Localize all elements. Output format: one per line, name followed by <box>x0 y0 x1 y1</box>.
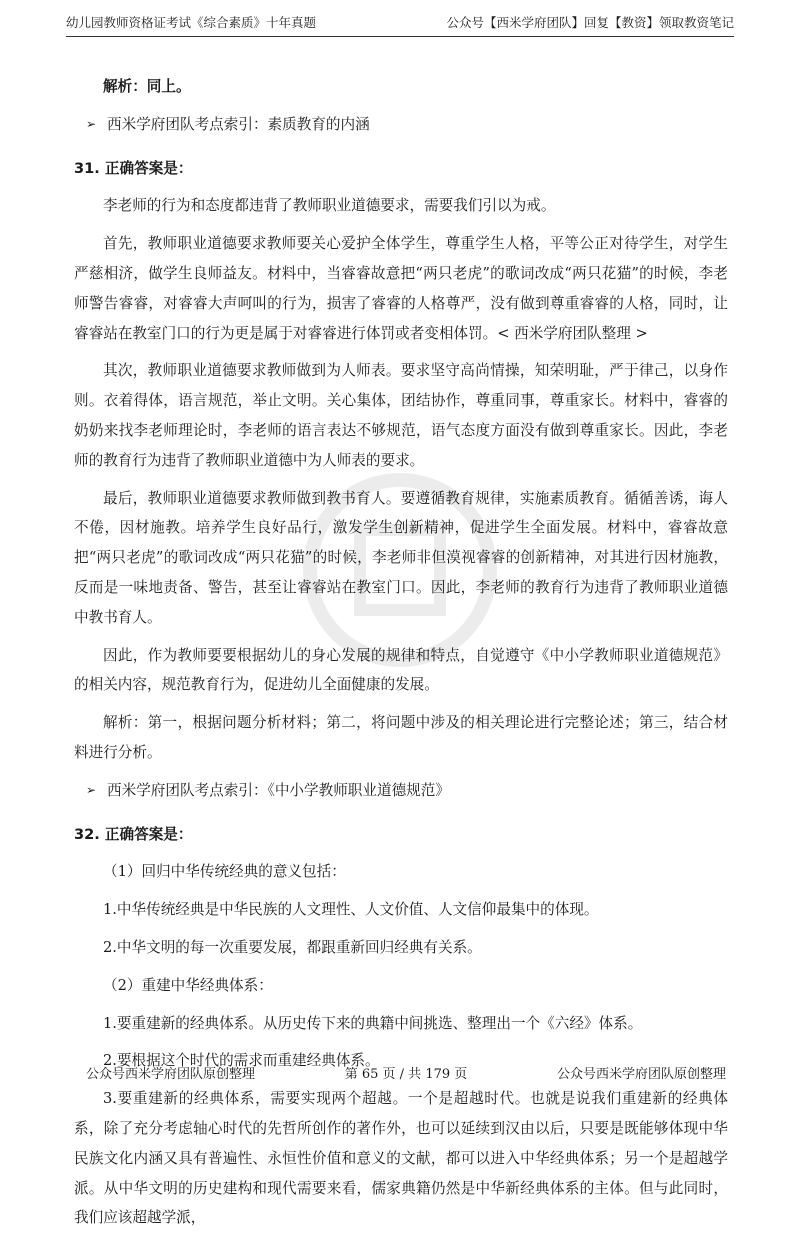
paragraph: 其次，教师职业道德要求教师做到为人师表。要求坚守高尚情操，知荣明耻，严于律己，以身作则。衣着得体，语言规范，举止文明。关心集体，团结协作，尊重同事，尊重家长。材料中，睿睿的奶奶来找李老师理论时，李老师的语言表达不够规范，语气态度方面没有做到尊重家长。因此，李老师的教育行为违背了教师职业道德中为人师表的要求。 <box>74 362 728 469</box>
topic-index-text: 西米学府团队考点索引：素质教育的内涵 <box>107 115 370 133</box>
analysis-text: 解析：同上。 <box>103 78 191 95</box>
question-31-title: 31. 正确答案是： <box>74 159 193 177</box>
header-title: 幼儿园教师资格证考试《综合素质》十年真题 <box>66 15 317 30</box>
arrow-bullet-icon: ➢ <box>86 782 97 797</box>
page-number: 第 65 页 / 共 179 页 <box>344 1067 468 1082</box>
page-header <box>66 10 734 37</box>
paragraph: 最后，教师职业道德要求教师做到教书育人。要遵循教育规律，实施素质教育。循循善诱，诲人不倦，因材施教。培养学生良好品行，激发学生创新精神，促进学生全面发展。材料中，睿睿故意把“两只老虎”的歌词改成“两只花猫”的时候，李老师非但漠视睿睿的创新精神，对其进行因材施教，反而是一味地责备、警告，甚至让睿睿站在教室门口。因此，李老师的教育行为违背了教师职业道德中教书育人。 <box>74 489 728 626</box>
analysis-content: 解析：第一，根据问题分析材料；第二，将问题中涉及的相关理论进行完整论述；第三，结合材料进行分析。 <box>74 714 728 761</box>
list-item: 2.中华文明的每一次重要发展，都跟重新回归经典有关系。 <box>103 938 482 956</box>
subheading: （2）重建中华经典体系： <box>103 976 273 994</box>
question-32-title: 32. 正确答案是： <box>74 825 193 843</box>
list-item: 2.要根据这个时代的需求而重建经典体系。 <box>103 1052 380 1070</box>
topic-index <box>74 776 728 806</box>
list-item: 1.要重建新的经典体系。从历史传下来的典籍中间挑选、整理出一个《六经》体系。 <box>103 1014 643 1032</box>
arrow-bullet-icon: ➢ <box>86 116 97 131</box>
header-promo: 公众号【西米学府团队】回复【教资】领取教资笔记 <box>446 15 734 30</box>
list-item: 3.要重建新的经典体系，需要实现两个超越。一个是超越时代。也就是说我们重建新的经典体系，除了充分考虑轴心时代的先哲所创作的著作外，也可以延续到汉由以后，只要是既能够体现中华民族文化内涵又具有普遍性、永恒性价值和意义的文献，都可以进入中华经典体系；另一个是超越学派。从中华文明的历史建构和现代需要来看，儒家典籍仍然是中华新经典体系的主体。但与此同时，我们应该超越学派， <box>74 1090 728 1227</box>
topic-index <box>74 110 728 140</box>
subheading: （1）回归中华传统经典的意义包括： <box>103 863 346 881</box>
topic-index-text: 西米学府团队考点索引：《中小学教师职业道德规范》 <box>107 781 450 799</box>
paragraph: 李老师的行为和态度都违背了教师职业道德要求，需要我们引以为戒。 <box>103 197 556 215</box>
paragraph: 因此，作为教师要要根据幼儿的身心发展的规律和特点，自觉遵守《中小学教师职业道德规范》的相关内容，规范教育行为，促进幼儿全面健康的发展。 <box>74 646 728 694</box>
footer-right: 公众号西米学府团队原创整理 <box>556 1067 726 1082</box>
list-item: 1.中华传统经典是中华民族的人文理性、人文价值、人文信仰最集中的体现。 <box>103 901 599 919</box>
paragraph: 首先，教师职业道德要求教师要关心爱护全体学生，尊重学生人格，平等公正对待学生，对学生严慈相济，做学生良师益友。材料中，当睿睿故意把“两只老虎”的歌词改成“两只花猫”的时候，李老师警告睿睿，对睿睿大声呵叫的行为，损害了睿睿的人格尊严，没有做到尊重睿睿的人格，同时，让睿睿站在教室门口的行为更是属于对睿睿进行体罚或者变相体罚。< 西米学府团队整理 > <box>74 235 728 342</box>
page-footer <box>86 1064 726 1086</box>
analysis-text <box>74 708 728 768</box>
footer-left: 公众号西米学府团队原创整理 <box>86 1067 256 1082</box>
